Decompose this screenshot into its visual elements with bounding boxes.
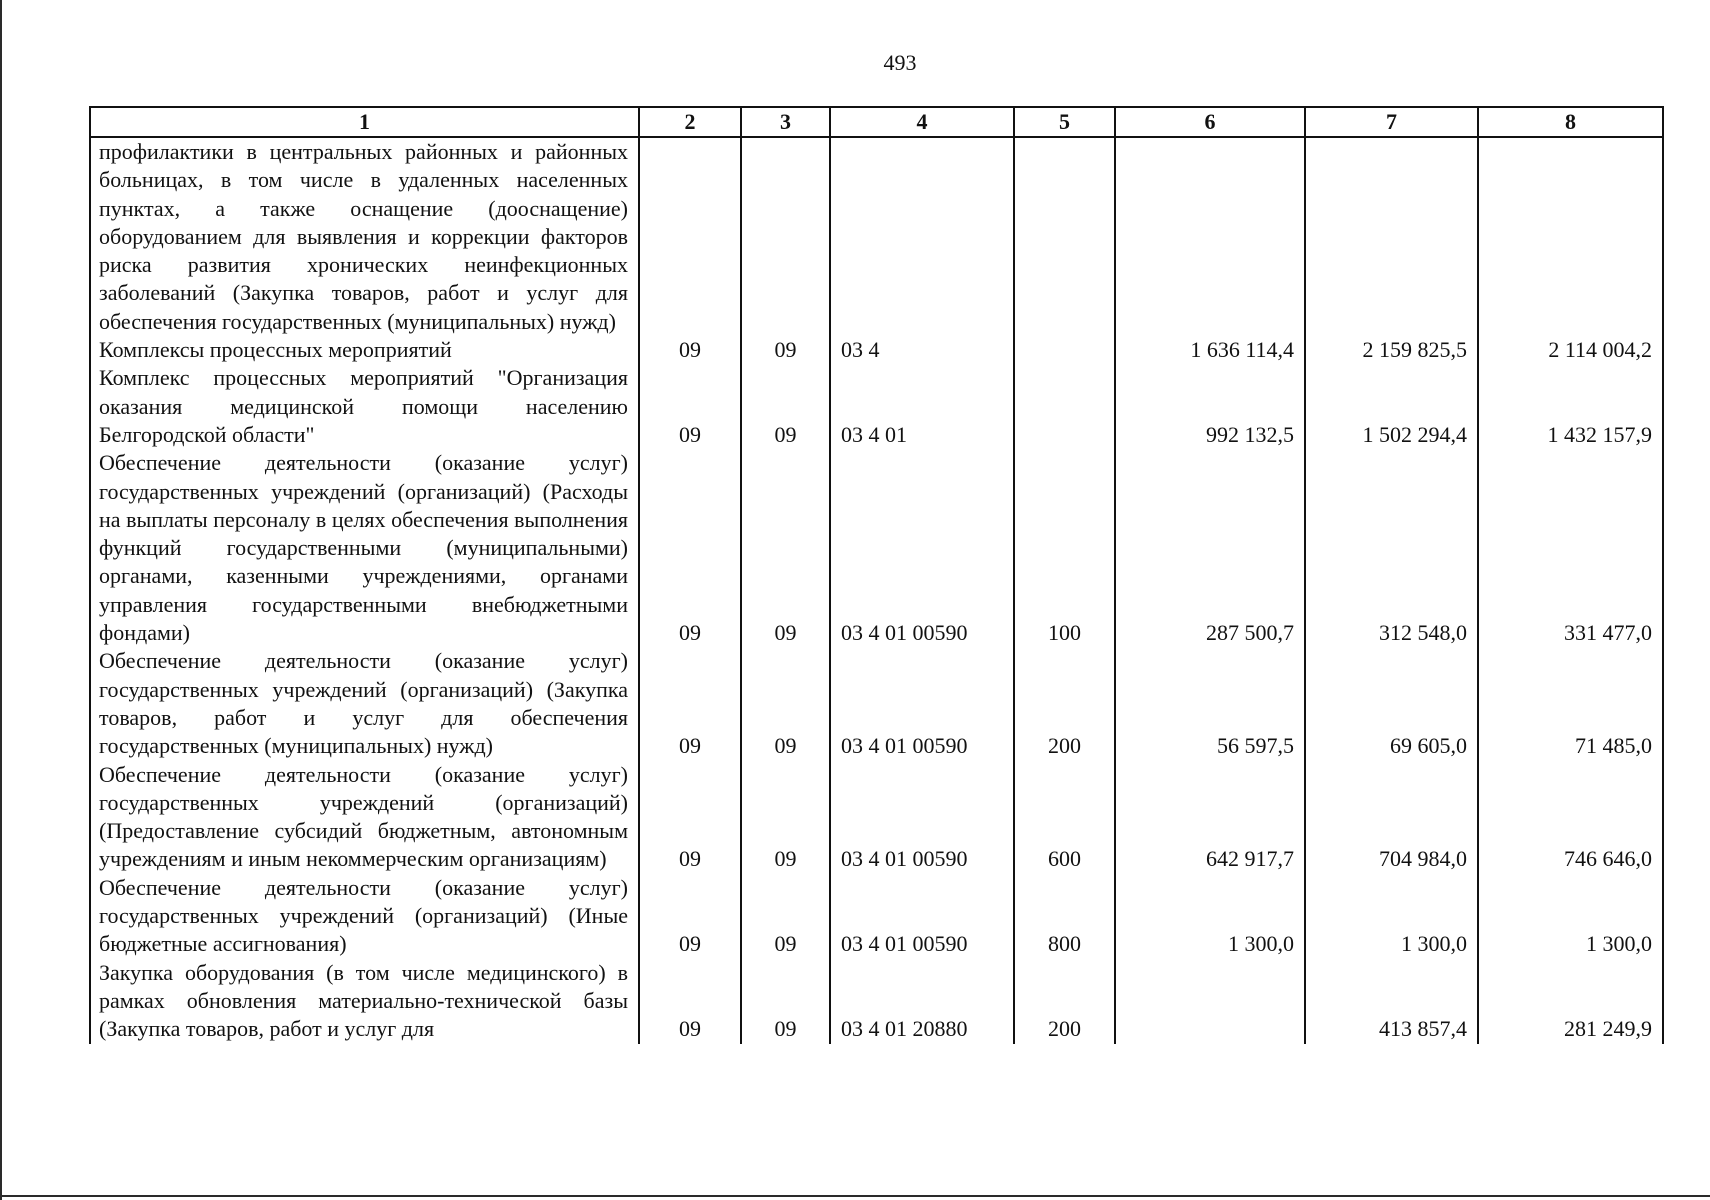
page-border-bottom [0,1195,1710,1197]
cell-subsection: 09 [741,336,830,364]
header-row [90,107,1663,137]
cell-amount-7: 704 984,0 [1305,761,1478,874]
cell-subsection: 09 [741,959,830,1044]
row-description: Обеспечение деятельности (оказание услуг) государственных учреждений (организаций) (Расходы на выплаты персоналу в целях обеспечения выполнения функций государственными (муниципальными) органами, казенными учреждениями, органами управления государственными внебюджетными фондами) [90,449,639,647]
cell-subsection: 09 [741,874,830,959]
row-description: Обеспечение деятельности (оказание услуг) государственных учреждений (организаций) (Иные бюджетные ассигнования) [90,874,639,959]
cell-target-code [830,137,1014,336]
cell-expense-type: 100 [1014,449,1115,647]
cell-target-code: 03 4 01 00590 [830,647,1014,760]
cell-expense-type: 200 [1014,647,1115,760]
cell-amount-7: 413 857,4 [1305,959,1478,1044]
cell-amount-8: 2 114 004,2 [1478,336,1663,364]
cell-target-code: 03 4 01 00590 [830,761,1014,874]
cell-amount-8: 331 477,0 [1478,449,1663,647]
table-row [90,959,1663,1044]
row-description: Закупка оборудования (в том числе медицинского) в рамках обновления материально-технической базы (Закупка товаров, работ и услуг для [90,959,639,1044]
cell-target-code: 03 4 01 20880 [830,959,1014,1044]
cell-amount-6 [1115,959,1305,1044]
page-border-left [0,0,2,1200]
cell-expense-type: 600 [1014,761,1115,874]
cell-amount-6: 1 300,0 [1115,874,1305,959]
cell-subsection: 09 [741,647,830,760]
cell-expense-type: 800 [1014,874,1115,959]
cell-amount-6: 287 500,7 [1115,449,1305,647]
col-header-1: 1 [90,107,639,137]
cell-amount-7: 1 300,0 [1305,874,1478,959]
budget-table [89,106,1664,1044]
col-header-4: 4 [830,107,1014,137]
col-header-7: 7 [1305,107,1478,137]
cell-section: 09 [639,449,741,647]
cell-amount-8: 281 249,9 [1478,959,1663,1044]
cell-subsection: 09 [741,761,830,874]
table-row [90,137,1663,336]
cell-expense-type [1014,364,1115,449]
row-description: Комплекс процессных мероприятий "Организация оказания медицинской помощи населению Белгородской области" [90,364,639,449]
table-row [90,874,1663,959]
cell-amount-6: 642 917,7 [1115,761,1305,874]
cell-subsection [741,137,830,336]
cell-section: 09 [639,647,741,760]
col-header-3: 3 [741,107,830,137]
cell-amount-6 [1115,137,1305,336]
table-row [90,364,1663,449]
cell-target-code: 03 4 [830,336,1014,364]
cell-amount-7: 69 605,0 [1305,647,1478,760]
row-description: профилактики в центральных районных и районных больницах, в том числе в удаленных населенных пунктах, а также оснащение (дооснащение) оборудованием для выявления и коррекции факторов риска развития хронических неинфекционных заболеваний (Закупка товаров, работ и услуг для обеспечения государственных (муниципальных) нужд) [90,137,639,336]
cell-section: 09 [639,959,741,1044]
cell-target-code: 03 4 01 [830,364,1014,449]
cell-subsection: 09 [741,449,830,647]
cell-expense-type [1014,137,1115,336]
cell-amount-8 [1478,137,1663,336]
cell-section: 09 [639,761,741,874]
table-row [90,449,1663,647]
table-row [90,336,1663,364]
col-header-6: 6 [1115,107,1305,137]
budget-table-container [89,106,1662,1096]
cell-amount-7 [1305,137,1478,336]
cell-section: 09 [639,364,741,449]
table-row [90,761,1663,874]
cell-section: 09 [639,336,741,364]
cell-amount-7: 1 502 294,4 [1305,364,1478,449]
cell-target-code: 03 4 01 00590 [830,874,1014,959]
cell-expense-type: 200 [1014,959,1115,1044]
cell-subsection: 09 [741,364,830,449]
col-header-8: 8 [1478,107,1663,137]
cell-amount-7: 312 548,0 [1305,449,1478,647]
cell-amount-8: 746 646,0 [1478,761,1663,874]
row-description: Комплексы процессных мероприятий [90,336,639,364]
cell-section: 09 [639,874,741,959]
col-header-2: 2 [639,107,741,137]
cell-amount-8: 1 432 157,9 [1478,364,1663,449]
row-description: Обеспечение деятельности (оказание услуг) государственных учреждений (организаций) (Закупка товаров, работ и услуг для обеспечения государственных (муниципальных) нужд) [90,647,639,760]
page-number: 493 [883,50,917,75]
cell-section [639,137,741,336]
row-description: Обеспечение деятельности (оказание услуг) государственных учреждений (организаций) (Предоставление субсидий бюджетным, автономным учреждениям и иным некоммерческим организациям) [90,761,639,874]
col-header-5: 5 [1014,107,1115,137]
cell-amount-7: 2 159 825,5 [1305,336,1478,364]
cell-amount-6: 992 132,5 [1115,364,1305,449]
cell-amount-8: 1 300,0 [1478,874,1663,959]
cell-amount-6: 1 636 114,4 [1115,336,1305,364]
table-row [90,647,1663,760]
cell-expense-type [1014,336,1115,364]
cell-amount-8: 71 485,0 [1478,647,1663,760]
cell-amount-6: 56 597,5 [1115,647,1305,760]
cell-target-code: 03 4 01 00590 [830,449,1014,647]
